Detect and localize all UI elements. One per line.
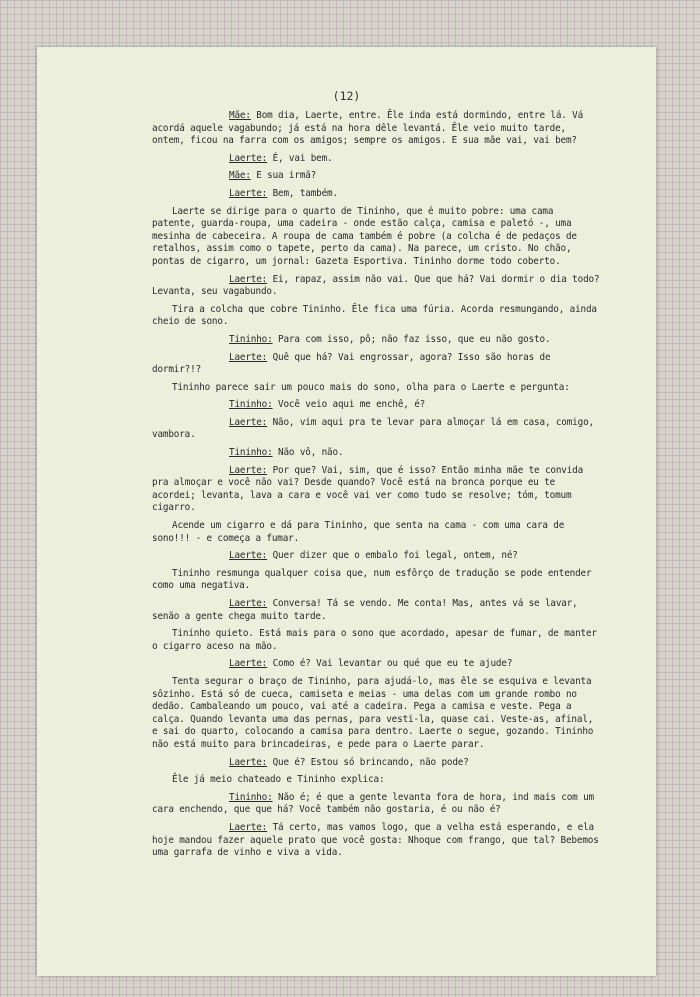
dialogue-line — [152, 352, 602, 377]
speaker-name: Mãe: — [229, 170, 251, 182]
paragraph-text: E sua irmã? — [250, 170, 317, 182]
dialogue-line — [152, 598, 602, 623]
paragraph-text: Como é? Vai levantar ou qué que eu te ajude? — [267, 658, 513, 670]
stage-direction — [152, 206, 602, 269]
stage-direction — [152, 676, 602, 752]
typewritten-page — [37, 47, 656, 976]
speaker-name: Laerte: — [229, 658, 268, 670]
dialogue-line — [152, 153, 602, 166]
speaker-name: Laerte: — [229, 464, 268, 476]
speaker-name: Laerte: — [229, 416, 268, 428]
speaker-name: Laerte: — [229, 598, 268, 609]
paragraph-text: Laerte se dirige para o quarto de Tininho, que é muito pobre: uma cama patente, guarda-roupa, uma cadeira - onde estão calça, camisa e paletó -, uma mesinha de cabeceira. A roupa de cama também é pobre (a colcha é de pedaços de retalhos, assim como o tapete, perto da cama). Na parece, um cristo. No chão, pontas de cigarro, um jornal: Gazeta Esportiva. Tininho dorme todo coberto. — [152, 205, 577, 267]
speaker-name: Tininho: — [229, 399, 273, 411]
stage-direction — [152, 382, 602, 395]
paragraph-text: Quer dizer que o embalo foi legal, ontem, né? — [267, 550, 518, 562]
page-number: (12) — [332, 89, 361, 103]
dialogue-line — [152, 658, 602, 671]
stage-direction — [152, 568, 602, 593]
paragraph-text: Acende um cigarro e dá para Tininho, que senta na cama - com uma cara de sono!!! - e começa a fumar. — [152, 520, 565, 544]
dialogue-line — [152, 417, 602, 442]
paragraph-text: Tira a colcha que cobre Tininho. Êle fica uma fúria. Acorda resmungando, ainda cheio de sono. — [152, 303, 597, 328]
paragraph-text: Não, vim aqui pra te levar para almoçar lá em casa, comigo, vambora. — [152, 416, 594, 441]
paragraph-text: Tininho resmunga qualquer coisa que, num esfôrço de tradução se pode entender como uma negativa. — [152, 567, 592, 592]
speaker-name: Laerte: — [229, 351, 268, 363]
paragraph-text: Por que? Vai, sim, que é isso? Então minha mãe te convida pra almoçar e você não vai? Desde quando? Você está na bronca porque eu te acordei; levanta, lava a cara e você vai ver como tudo se resolve; tóm, tomum cigarro. — [152, 464, 584, 514]
paragraph-text: Tininho parece sair um pouco mais do sono, olha para o Laerte e pergunta: — [172, 381, 570, 393]
stage-direction — [152, 628, 602, 653]
stage-direction — [152, 774, 602, 787]
speaker-name: Laerte: — [229, 152, 268, 164]
stage-direction — [152, 304, 602, 329]
paragraph-text: É, vai bem. — [267, 152, 333, 164]
paragraph-text: Não vô, não. — [272, 447, 344, 459]
paragraph-text: Êle já meio chateado e Tininho explica: — [172, 774, 385, 786]
dialogue-line — [152, 334, 602, 347]
paragraph-text: Bom dia, Laerte, entre. Êle inda está dormindo, entre lá. Vá acordá aquele vagabundo; já está na hora dêle levantá. Êle veio muito tarde, ontem, ficou na farra com os amigos; sempre os amigos. E sua mãe vai, vai bem? — [152, 110, 584, 147]
paragraph-text: Você veio aqui me enchê, é? — [272, 399, 426, 411]
dialogue-line — [152, 792, 602, 817]
speaker-name: Laerte: — [229, 821, 268, 833]
paragraph-text: Tininho quieto. Está mais para o sono que acordado, apesar de fumar, de manter o cigarro aceso na mão. — [152, 628, 597, 652]
dialogue-line — [152, 274, 602, 299]
paragraph-text: Quê que há? Vai engrossar, agora? Isso são horas de dormir?!? — [152, 351, 551, 376]
speaker-name: Laerte: — [229, 273, 268, 285]
speaker-name: Tininho: — [229, 333, 273, 345]
speaker-name: Tininho: — [229, 791, 273, 803]
speaker-name: Mãe: — [229, 110, 251, 121]
paragraph-text: Ei, rapaz, assim não vai. Que que há? Vai dormir o dia todo? Levanta, seu vagabundo. — [152, 273, 600, 298]
paragraph-text: Para com isso, pô; não faz isso, que eu não gosto. — [272, 333, 551, 345]
script-text — [152, 110, 602, 865]
paragraph-text: Tá certo, mas vamos logo, que a velha está esperando, e ela hoje mandou fazer aquele prato que você gosta: Nhoque com frango, que tal? Bebemos uma garrafa de vinho e viva a vida. — [152, 821, 599, 859]
dialogue-line — [152, 757, 602, 770]
dialogue-line — [152, 110, 602, 148]
dialogue-line — [152, 399, 602, 412]
paragraph-text: Bem, também. — [267, 187, 338, 199]
speaker-name: Laerte: — [229, 756, 268, 768]
dialogue-line — [152, 447, 602, 460]
dialogue-line — [152, 170, 602, 183]
paragraph-text: Não é; é que a gente levanta fora de hora, ind mais com um cara enchendo, que que há? Você também não gostaria, é ou não é? — [152, 791, 594, 816]
dialogue-line — [152, 822, 602, 860]
stage-direction — [152, 520, 602, 545]
dialogue-line — [152, 188, 602, 201]
paragraph-text: Conversa! Tá se vendo. Me conta! Mas, antes vá se lavar, senão a gente chega muito tarde. — [152, 598, 578, 622]
speaker-name: Laerte: — [229, 187, 268, 199]
paragraph-text: Que é? Estou só brincando, não pode? — [267, 756, 469, 768]
paragraph-text: Tenta segurar o braço de Tininho, para ajudá-lo, mas êle se esquiva e levanta sôzinho. Está só de cueca, camiseta e meias - uma delas com um grande rombo no dedão. Cambaleando um pouco, vai até a cadeira. Pega a camisa e veste. Pega a calça. Quando levanta uma das pernas, para vesti-la, quase cai. Veste-as, afinal, e sai do quarto, colocando a camisa para dentro. Laerte o segue, gozando. Tininho não está muito para brincadeiras, e pede para o Laerte parar. — [152, 675, 594, 750]
dialogue-line — [152, 550, 602, 563]
speaker-name: Laerte: — [229, 550, 268, 562]
speaker-name: Tininho: — [229, 447, 273, 459]
dialogue-line — [152, 465, 602, 515]
